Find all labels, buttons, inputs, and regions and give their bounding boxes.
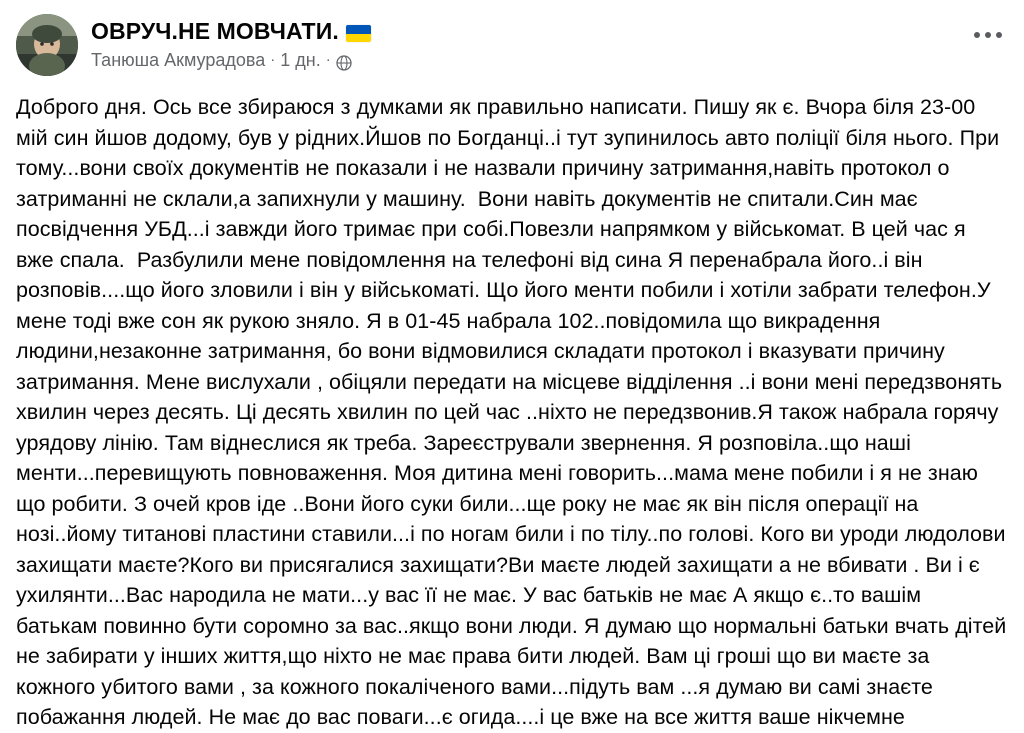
avatar-image — [16, 14, 78, 76]
page-title-row — [91, 18, 371, 45]
globe-icon[interactable] — [336, 54, 352, 70]
byline-separator-1: · — [270, 51, 276, 68]
post-timestamp[interactable]: 1 дн. — [280, 50, 321, 70]
byline-separator-2: · — [325, 51, 331, 68]
post-header — [0, 0, 1024, 86]
post-byline — [91, 49, 371, 71]
ukraine-flag-icon — [346, 25, 371, 42]
page-title[interactable]: ОВРУЧ.НЕ МОВЧАТИ. — [91, 18, 339, 44]
post-author[interactable]: Танюша Акмурадова — [91, 50, 266, 70]
post-header-text — [91, 14, 371, 71]
post-text: Доброго дня. Ось все збираюся з думками як правильно написати. Пишу як є. Вчора біля 23-00 мій син йшов додому, був у рідних.Йшов по Богданці..і тут зупинилось авто поліції біля нього. При тому...вони своїх документів не показали і не назвали причину затримання,навіть протокол о затриманні не склали,а запихнули у машину. Вони навіть документів не спитали.Син має посвідчення УБД...і завжди його тримає при собі.Повезли напрямком у військомат. В цей час я вже спала. Разбулили мене повідомлення на телефоні від сина Я перенабрала його..і він розповів....що його зловили і він у військоматі. Що його менти побили і хотіли забрати телефон.У мене тоді вже сон як рукою зняло. Я в 01-45 набрала 102..повідомила що викрадення людини,незаконне затримання, бо вони відмовилися складати протокол і вказувати причину затримання. Мене вислухали , обіцяли передати на місцеве відділення ..і вони мені передзвонять хвилин через десять. Ці десять хвилин по цей час ..ніхто не передзвонив.Я також набрала горячу урядову лінію. Там віднеслися як треба. Зареєстрували звернення. Я розповіла..що наші менти...перевищують повноваження. Моя дитина мені говорить...мама мене побили і я не знаю що робити. З очей кров іде ..Вони його суки били...ще року не має як він після операції на нозі..йому титанові пластини ставили...і по ногам били і по тілу..по голові. Кого ви уроди людолови захищати маєте?Кого ви присягалися захищати?Ви маєте людей захищати а не вбивати . Ви і є ухилянти...Вас народила не мати...у вас її не має. У вас батьків не має А якщо є..то вашім батькам повинно бути соромно за вас..якщо вони люди. Я думаю що нормальні батьки вчать дітей не забирати у інших життя,що ніхто не має права бити людей. Вам ці гроші що ви маєте за кожного убитого вами , за кожного покаліченого вами...підуть вам ...я думаю ви самі знаєте побажання людей. Не має до вас поваги...є огида....і це вже на все життя ваше нікчемне — [16, 95, 1013, 729]
more-options-icon[interactable] — [974, 32, 1002, 38]
avatar[interactable] — [16, 14, 78, 76]
